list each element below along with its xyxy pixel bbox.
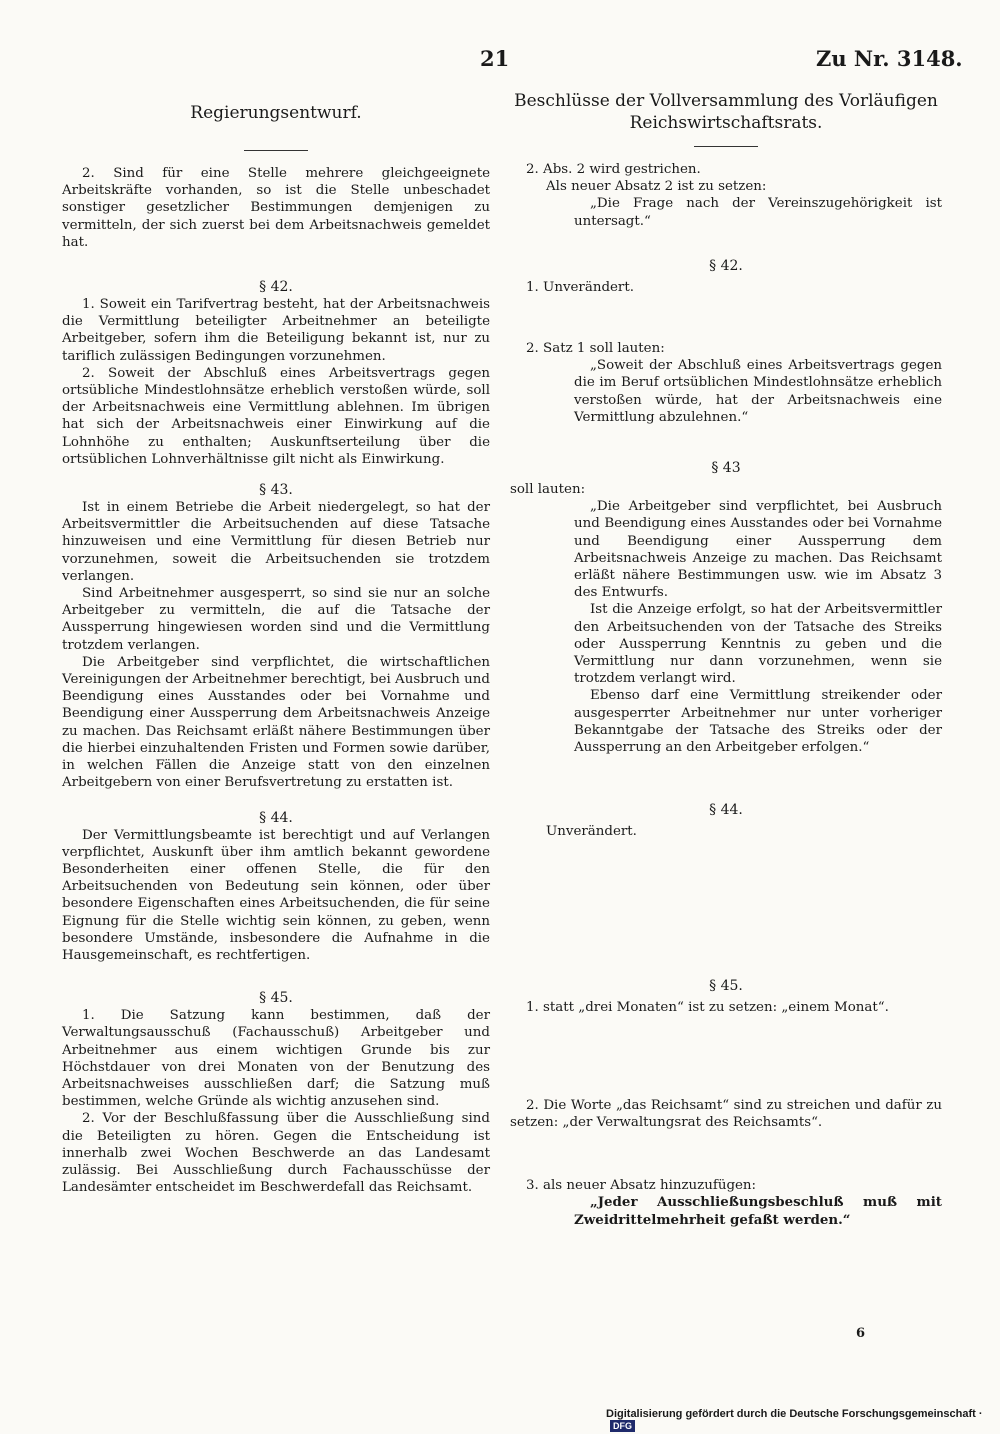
right-s45-p3-lead: 3. als neuer Absatz hinzuzufügen: [526, 1178, 757, 1194]
right-s45-p2: 2. Die Worte „das Reichsamt“ sind zu streichen und dafür zu setzen: „der Verwaltungsrat des Reichsamts“. [510, 1097, 942, 1130]
dfg-logo: DFG [610, 1420, 635, 1432]
right-s45-p3-quote: „Jeder Ausschließungsbeschluß muß mit Zweidrittelmehrheit gefaßt werden.“ [574, 1194, 942, 1228]
left-s43-p1: Ist in einem Betriebe die Arbeit niedergelegt, so hat der Arbeitsvermittler die Arbeitsuchenden auf diese Tatsache hinzuweisen und eine Vermittlung für diesen Betrieb nur vorzunehmen, soweit die Arbeitsuchenden sie trotzdem verlangen. [62, 500, 490, 584]
right-heading-line1: Beschlüsse der Vollversammlung des Vorläufigen [514, 91, 938, 111]
left-heading-rule [244, 150, 308, 151]
left-intro-paragraph: 2. Sind für eine Stelle mehrere gleichgeeignete Arbeitskräfte vorhanden, so ist die Stelle unbeschadet sonstiger gesetzlicher Bestimmungen demjenigen zu vermitteln, der sich zuerst bei dem Arbeitsnachweis gemeldet hat. [62, 166, 490, 250]
right-s42-p2-quote: „Soweit der Abschluß eines Arbeitsvertrags gegen die im Beruf ortsüblichen Mindestlohnsätze erheblich verstoßen würde, hat der Arbeitsnachweis eine Vermittlung abzulehnen.“ [574, 358, 942, 425]
left-s45-p1: 1. Die Satzung kann bestimmen, daß der Verwaltungsausschuß (Fachausschuß) Arbeitgeber und Arbeitnehmer aus einem wichtigen Grunde bis zur Höchstdauer von drei Monaten von der Benutzung des Arbeitsnachweises ausschließen darf; die Satzung muß bestimmen, welche Gründe als wichtig anzusehen sind. [62, 1008, 490, 1110]
right-section-43-title: § 43 [711, 460, 741, 477]
left-section-43-title: § 43. [259, 482, 293, 499]
page-number: 21 [480, 46, 510, 71]
left-s45-p2: 2. Vor der Beschlußfassung über die Ausschließung sind die Beteiligten zu hören. Gegen die Entscheidung ist innerhalb zwei Wochen Beschwerde an das Landesamt zulässig. Bei Ausschließung durch Fachausschüsse der Landesämter entscheidet im Beschwerdefall das Reichsamt. [62, 1111, 490, 1196]
right-section-42-title: § 42. [709, 257, 743, 274]
left-s42-p1: 1. Soweit ein Tarifvertrag besteht, hat der Arbeitsnachweis die Vermittlung beteiligter Arbeitnehmer an beteiligte Arbeitgeber, sofern ihm die Beteiligung bekannt ist, nur zu tariflich zulässigen Bedingungen vorzunehmen. [62, 297, 490, 364]
right-s43-quote-1: „Die Arbeitgeber sind verpflichtet, bei Ausbruch und Beendigung eines Ausstandes oder bei Vornahme und Beendigung einer Aussperrung dem Arbeitsnachweis Anzeige zu machen. Das Reichsamt erläßt nähere Bestimmungen usw. wie im Absatz 3 des Entwurfs. [574, 499, 942, 601]
right-s43-lead: soll lauten: [510, 482, 586, 498]
right-s42-p2-lead: 2. Satz 1 soll lauten: [526, 341, 665, 357]
right-heading-line2: Reichswirtschaftsrats. [629, 113, 823, 133]
right-column [510, 90, 942, 1229]
left-s42-p2: 2. Soweit der Abschluß eines Arbeitsvertrags gegen ortsübliche Mindestlohnsätze erheblich verstoßen würde, soll der Arbeitsnachweis eine Vermittlung ablehnen. Im übrigen hat sich der Arbeitsnachweis einer Einwirkung auf die Lohnhöhe zu enthalten; Auskunftserteilung über die ortsüblichen Lohnverhältnisse gilt nicht als Einwirkung. [62, 365, 490, 467]
right-section-44-title: § 44. [709, 802, 743, 819]
right-s43-quote-2: Ist die Anzeige erfolgt, so hat der Arbeitsvermittler den Arbeitsuchenden von der Tatsache des Streiks oder Aussperrung Kenntnis zu geben und die Vermittlung nur dann vorzunehmen, wenn sie trotzdem verlangt wird. [574, 602, 942, 687]
left-section-45-title: § 45. [259, 990, 293, 1007]
right-s45-p1: 1. statt „drei Monaten“ ist zu setzen: „einem Monat“. [526, 1000, 889, 1016]
right-heading-rule [694, 146, 758, 147]
footer-text: Digitalisierung gefördert durch die Deutsche Forschungsgemeinschaft · [606, 1408, 983, 1420]
right-intro-line1: 2. Abs. 2 wird gestrichen. [526, 162, 701, 177]
right-intro-line2: Als neuer Absatz 2 ist zu setzen: [546, 179, 767, 195]
left-section-44-title: § 44. [259, 809, 293, 826]
left-s44-p1: Der Vermittlungsbeamte ist berechtigt und auf Verlangen verpflichtet, Auskunft über ihm amtlich bekannt gewordene Besonderheiten einer offenen Stelle, die für den Arbeitsuchenden von Bedeutung sein können, oder über besondere Eigenschaften eines Arbeitsuchenden, die für seine Eignung für die Stelle wichtig sein können, zu geben, wenn besondere Umstände, insbesondere die Aufnahme in die Hausgemeinschaft, es rechtfertigen. [62, 827, 490, 963]
signature-mark: 6 [856, 1326, 866, 1341]
right-section-45-title: § 45. [709, 978, 743, 995]
right-s42-p1: 1. Unverändert. [526, 279, 634, 295]
left-column [62, 100, 490, 1196]
document-number: Zu Nr. 3148. [816, 46, 963, 71]
left-heading: Regierungsentwurf. [190, 103, 362, 123]
digitization-footer [606, 1408, 1000, 1432]
left-section-42-title: § 42. [259, 279, 293, 296]
right-s43-quote-3: Ebenso darf eine Vermittlung streikender oder ausgesperrter Arbeitnehmer nur unter vorheriger Bekanntgabe der Tatsache des Streiks oder der Aussperrung an den Arbeitgeber erfolgen.“ [574, 688, 942, 756]
left-s43-p3: Die Arbeitgeber sind verpflichtet, die wirtschaftlichen Vereinigungen der Arbeitnehmer berechtigt, bei Ausbruch und Beendigung eines Ausstandes oder bei Vornahme und Beendigung einer Aussperrung dem Arbeitsnachweis Anzeige zu machen. Das Reichsamt erläßt nähere Bestimmungen über die hierbei einzuhaltenden Fristen und Formen sowie darüber, in welchen Fällen die Anzeige statt von den einzelnen Arbeitgebern von einer Berufsvertretung zu erstatten ist. [62, 654, 490, 791]
right-s44-p1: Unverändert. [546, 824, 637, 840]
left-s43-p2: Sind Arbeitnehmer ausgesperrt, so sind sie nur an solche Arbeitgeber zu vermitteln, die auf die Tatsache der Aussperrung hingewiesen worden sind und die Vermittlung trotzdem verlangen. [62, 586, 490, 653]
right-intro-quote: „Die Frage nach der Vereinszugehörigkeit ist untersagt.“ [574, 196, 942, 229]
